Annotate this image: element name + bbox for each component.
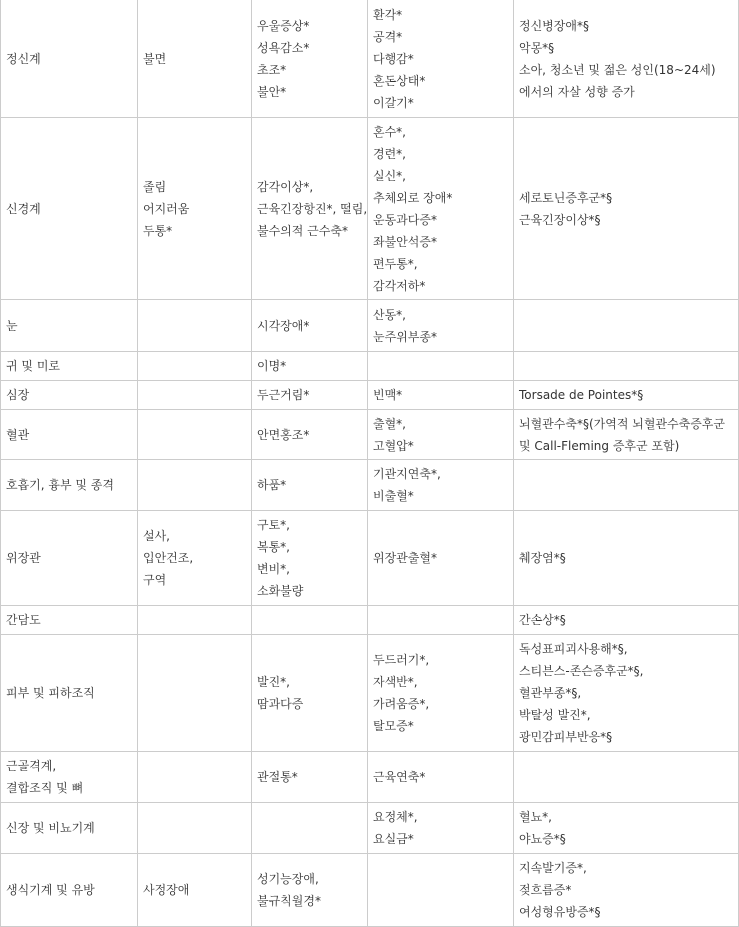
frequent-cell <box>252 606 368 635</box>
cell-line: 졸림 <box>143 179 167 194</box>
cell-line: 기관지연축*, <box>373 467 441 481</box>
unknown-cell <box>514 854 739 927</box>
table-row <box>1 606 739 635</box>
table-row <box>1 410 739 460</box>
unknown-cell <box>514 635 739 752</box>
organ-class-cell <box>1 854 138 927</box>
organ-class-cell <box>1 300 138 352</box>
cell-line: 췌장염*§ <box>519 551 566 565</box>
cell-line: 산동*, <box>373 307 406 322</box>
cell-line: 자색반*, <box>373 675 418 689</box>
uncommon-cell <box>368 381 514 410</box>
organ-class-cell <box>1 606 138 635</box>
cell-line: 불수의적 근수축* <box>257 223 348 238</box>
cell-line: 생식기계 및 유방 <box>6 883 95 897</box>
unknown-cell <box>514 352 739 381</box>
unknown-cell <box>514 511 739 606</box>
organ-class-cell <box>1 803 138 854</box>
cell-line: 변비*, <box>257 562 290 576</box>
cell-line: 관절통* <box>257 770 298 784</box>
cell-line: 근육연축* <box>373 770 426 784</box>
common-cell <box>138 352 252 381</box>
common-cell <box>138 381 252 410</box>
cell-line: 신경계 <box>6 201 41 216</box>
cell-line: 설사, <box>143 529 170 543</box>
unknown-cell <box>514 410 739 460</box>
cell-line: 안면홍조* <box>257 427 310 442</box>
organ-class-cell <box>1 410 138 460</box>
cell-line: 눈주위부종* <box>373 329 437 344</box>
cell-line: 발진*, <box>257 675 290 689</box>
cell-line: 추체외로 장애* <box>373 190 453 205</box>
cell-line: 간손상*§ <box>519 613 566 627</box>
cell-line: 사정장애 <box>143 883 190 897</box>
uncommon-cell <box>368 300 514 352</box>
cell-line: 땀과다증 <box>257 697 304 711</box>
cell-line: 두통* <box>143 223 173 238</box>
cell-line: 여성형유방증*§ <box>519 905 601 919</box>
cell-line: 초조* <box>257 62 287 77</box>
cell-line: 근골격계, <box>6 759 57 773</box>
common-cell <box>138 606 252 635</box>
table-row <box>1 752 739 803</box>
frequent-cell <box>252 460 368 511</box>
table-row <box>1 118 739 300</box>
cell-line: Torsade de Pointes*§ <box>519 388 644 402</box>
uncommon-cell <box>368 0 514 118</box>
cell-line: 감각이상*, <box>257 179 314 194</box>
cell-line: 근육긴장항진*, 떨림, <box>257 201 368 216</box>
cell-line: 눈 <box>6 318 18 333</box>
cell-line: 지속발기증*, <box>519 861 587 875</box>
frequent-cell <box>252 803 368 854</box>
frequent-cell <box>252 511 368 606</box>
cell-line: 피부 및 피하조직 <box>6 686 95 700</box>
cell-line: 성욕감소* <box>257 40 310 55</box>
cell-line: 혼돈상태* <box>373 73 426 88</box>
cell-line: 귀 및 미로 <box>6 359 60 373</box>
cell-line: 정신계 <box>6 51 41 66</box>
cell-line: 악몽*§ <box>519 40 555 55</box>
table-row <box>1 460 739 511</box>
cell-line: 성기능장애, <box>257 872 319 886</box>
table-row <box>1 854 739 927</box>
cell-line: 위장관 <box>6 551 41 565</box>
uncommon-cell <box>368 352 514 381</box>
unknown-cell <box>514 0 739 118</box>
cell-line: 혼수*, <box>373 124 406 139</box>
uncommon-cell <box>368 118 514 300</box>
unknown-cell <box>514 752 739 803</box>
table-row <box>1 511 739 606</box>
cell-line: 입안건조, <box>143 551 194 565</box>
uncommon-cell <box>368 606 514 635</box>
uncommon-cell <box>368 410 514 460</box>
unknown-cell <box>514 606 739 635</box>
cell-line: 환각* <box>373 7 403 22</box>
cell-line: 출혈*, <box>373 416 406 431</box>
cell-line: 독성표피괴사용해*§, <box>519 642 628 656</box>
cell-line: 이명* <box>257 359 287 373</box>
uncommon-cell <box>368 752 514 803</box>
cell-line: 소화불량 <box>257 584 304 598</box>
common-cell <box>138 854 252 927</box>
cell-line: 시각장애* <box>257 318 310 333</box>
common-cell <box>138 460 252 511</box>
common-cell <box>138 635 252 752</box>
cell-line: 정신병장애*§ <box>519 18 589 33</box>
common-cell <box>138 803 252 854</box>
organ-class-cell <box>1 752 138 803</box>
cell-line: 어지러움 <box>143 201 190 216</box>
cell-line: 소아, 청소년 및 젊은 성인(18~24세)에서의 자살 성향 증가 <box>519 62 716 99</box>
common-cell <box>138 410 252 460</box>
table-row <box>1 0 739 118</box>
table-row <box>1 300 739 352</box>
organ-class-cell <box>1 460 138 511</box>
cell-line: 우울증상* <box>257 18 310 33</box>
frequent-cell <box>252 635 368 752</box>
cell-line: 박탈성 발진*, <box>519 708 591 722</box>
organ-class-cell <box>1 352 138 381</box>
unknown-cell <box>514 300 739 352</box>
table-row <box>1 635 739 752</box>
cell-line: 요정체*, <box>373 810 418 824</box>
table-row <box>1 352 739 381</box>
cell-line: 두근거림* <box>257 388 310 402</box>
cell-line: 광민감피부반응*§ <box>519 730 613 744</box>
cell-line: 구토*, <box>257 518 290 532</box>
uncommon-cell <box>368 803 514 854</box>
cell-line: 불면 <box>143 51 167 66</box>
cell-line: 복통*, <box>257 540 290 554</box>
uncommon-cell <box>368 511 514 606</box>
cell-line: 뇌혈관수축*§(가역적 뇌혈관수축증후군 및 Call-Fleming 증후군 포함) <box>519 416 725 453</box>
frequent-cell <box>252 854 368 927</box>
cell-line: 위장관출혈* <box>373 551 437 565</box>
cell-line: 이갈기* <box>373 95 414 110</box>
cell-line: 불안* <box>257 84 287 99</box>
cell-line: 가려움증*, <box>373 697 430 711</box>
table-row <box>1 381 739 410</box>
unknown-cell <box>514 803 739 854</box>
frequent-cell <box>252 752 368 803</box>
cell-line: 실신*, <box>373 168 406 183</box>
cell-line: 고혈압* <box>373 438 414 453</box>
cell-line: 세로토닌증후군*§ <box>519 190 613 205</box>
organ-class-cell <box>1 118 138 300</box>
cell-line: 구역 <box>143 573 167 587</box>
cell-line: 젖흐름증* <box>519 883 572 897</box>
cell-line: 경련*, <box>373 146 406 161</box>
uncommon-cell <box>368 635 514 752</box>
frequent-cell <box>252 410 368 460</box>
cell-line: 빈맥* <box>373 388 403 402</box>
organ-class-cell <box>1 0 138 118</box>
unknown-cell <box>514 460 739 511</box>
cell-line: 두드러기*, <box>373 653 430 667</box>
frequent-cell <box>252 352 368 381</box>
frequent-cell <box>252 0 368 118</box>
organ-class-cell <box>1 511 138 606</box>
cell-line: 간담도 <box>6 613 41 627</box>
cell-line: 비출혈* <box>373 489 414 503</box>
cell-line: 감각저하* <box>373 278 426 293</box>
common-cell <box>138 118 252 300</box>
unknown-cell <box>514 118 739 300</box>
common-cell <box>138 0 252 118</box>
cell-line: 호흡기, 흉부 및 종격 <box>6 478 114 492</box>
cell-line: 신장 및 비뇨기계 <box>6 821 95 835</box>
uncommon-cell <box>368 460 514 511</box>
common-cell <box>138 752 252 803</box>
organ-class-cell <box>1 635 138 752</box>
table-body <box>1 0 739 927</box>
cell-line: 좌불안석증* <box>373 234 437 249</box>
table-row <box>1 803 739 854</box>
cell-line: 탈모증* <box>373 719 414 733</box>
cell-line: 혈관 <box>6 427 30 442</box>
cell-line: 불규칙월경* <box>257 894 321 908</box>
cell-line: 결합조직 및 뼈 <box>6 781 84 795</box>
cell-line: 심장 <box>6 388 30 402</box>
cell-line: 혈뇨*, <box>519 810 552 824</box>
cell-line: 스티븐스-존슨증후군*§, <box>519 664 644 678</box>
cell-line: 다행감* <box>373 51 414 66</box>
common-cell <box>138 511 252 606</box>
cell-line: 근육긴장이상*§ <box>519 212 601 227</box>
cell-line: 운동과다증* <box>373 212 437 227</box>
unknown-cell <box>514 381 739 410</box>
cell-line: 야뇨증*§ <box>519 832 566 846</box>
organ-class-cell <box>1 381 138 410</box>
cell-line: 혈관부종*§, <box>519 686 582 700</box>
cell-line: 요실금* <box>373 832 414 846</box>
uncommon-cell <box>368 854 514 927</box>
cell-line: 편두통*, <box>373 256 418 271</box>
frequent-cell <box>252 300 368 352</box>
cell-line: 공격* <box>373 29 403 44</box>
frequent-cell <box>252 118 368 300</box>
frequent-cell <box>252 381 368 410</box>
common-cell <box>138 300 252 352</box>
cell-line: 하품* <box>257 478 287 492</box>
